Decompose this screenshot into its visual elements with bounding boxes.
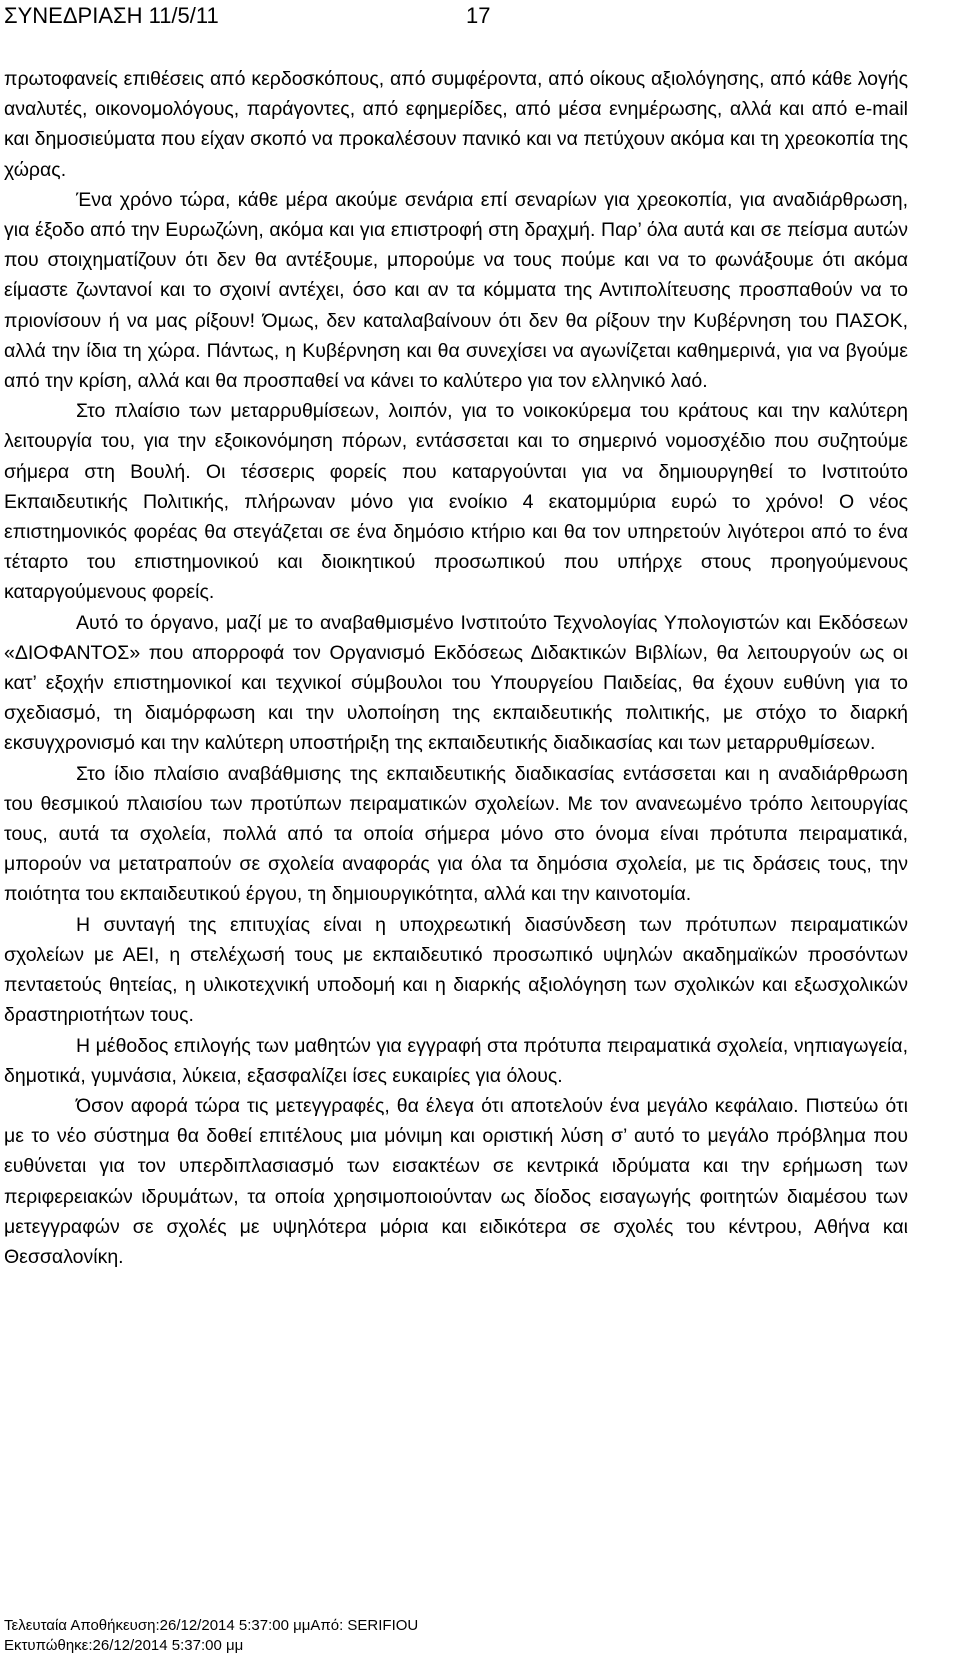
- paragraph: Στο πλαίσιο των μεταρρυθμίσεων, λοιπόν, για το νοικοκύρεμα του κράτους και την καλύτερη λειτουργία του, για την εξοικονόμηση πόρων, εντάσσεται και το σημερινό νομοσχέδιο που συζητούμε σήμερα στη Βουλή. Οι τέσσερις φορείς που καταργούνται για να δημιουργηθεί το Ινστιτούτο Εκπαιδευτικής Πολιτικής, πλήρωναν μόνο για ενοίκιο 4 εκατομμύρια ευρώ το χρόνο! Ο νέος επιστημονικός φορέας θα στεγάζεται σε ένα δημόσιο κτήριο και θα τον υπηρετούν λιγότεροι από το ένα τέταρτο του επιστημονικού και διοικητικού προσωπικού που υπήρχε στους προηγούμενους καταργούμενους φορείς.: [4, 400, 908, 604]
- session-title: ΣΥΝΕΔΡΙΑΣΗ 11/5/11: [4, 3, 219, 28]
- last-saved-info: Τελευταία Αποθήκευση:26/12/2014 5:37:00 μμΑπό: SERIFIOU: [4, 1617, 419, 1634]
- document-body: [4, 64, 908, 1272]
- paragraph: πρωτοφανείς επιθέσεις από κερδοσκόπους, από συμφέροντα, από οίκους αξιολόγησης, από κάθε λογής αναλυτές, οικονομολόγους, παράγοντες, από εφημερίδες, από μέσα ενημέρωσης, αλλά και από e-mail και δημοσιεύματα που είχαν σκοπό να προκαλέσουν πανικό και να πετύχουν ακόμα και τη χρεοκοπία της χώρας.: [4, 68, 908, 181]
- page-header: [4, 0, 904, 36]
- printed-info: Εκτυπώθηκε:26/12/2014 5:37:00 μμ: [4, 1637, 244, 1654]
- paragraph: Αυτό το όργανο, μαζί με το αναβαθμισμένο Ινστιτούτο Τεχνολογίας Υπολογιστών και Εκδόσεων «ΔΙΟΦΑΝΤΟΣ» που απορροφά τον Οργανισμό Εκδόσεως Διδακτικών Βιβλίων, θα λειτουργούν ως οι κατ’ εξοχήν επιστημονικοί και τεχνικοί σύμβουλοι του Υπουργείου Παιδείας, θα έχουν ευθύνη για το σχεδιασμό, τη διαμόρφωση και την υλοποίηση της εκπαιδευτικής πολιτικής, με στόχο το διαρκή εκσυγχρονισμό και την καλύτερη υποστήριξη της εκπαιδευτικής διαδικασίας και των μεταρρυθμίσεων.: [4, 611, 908, 755]
- paragraph: Ένα χρόνο τώρα, κάθε μέρα ακούμε σενάρια επί σεναρίων για χρεοκοπία, για αναδιάρθρωση, για έξοδο από την Ευρωζώνη, ακόμα και για επιστροφή στη δραχμή. Παρ’ όλα αυτά και σε πείσμα αυτών που στοιχηματίζουν ότι δεν θα αντέξουμε, μπορούμε να τους πούμε και να το φωνάξουμε ότι ακόμα είμαστε ζωντανοί και το σχοινί αντέχει, όσο και αν τα κόμματα της Αντιπολίτευσης προσπαθούν να το πριονίσουν ή να μας ρίξουν! Όμως, δεν καταλαβαίνουν ότι δεν θα ρίξουν την Κυβέρνηση του ΠΑΣΟΚ, αλλά την ίδια τη χώρα. Πάντως, η Κυβέρνηση και θα συνεχίσει να αγωνίζεται καθημερινά, για να βγούμε από την κρίση, αλλά και θα προσπαθεί να κάνει το καλύτερο για τον ελληνικό λαό.: [4, 188, 908, 393]
- paragraph: Η συνταγή της επιτυχίας είναι η υποχρεωτική διασύνδεση των πρότυπων πειραματικών σχολείων με ΑΕΙ, η στελέχωσή τους με εκπαιδευτικό προσωπικό υψηλών ακαδημαϊκών προσόντων πενταετούς θητείας, η υλικοτεχνική υποδομή και η διαρκής αξιολόγηση των σχολικών και εξωσχολικών δραστηριοτήτων τους.: [4, 913, 908, 1027]
- page-number: 17: [466, 3, 491, 28]
- paragraph: Στο ίδιο πλαίσιο αναβάθμισης της εκπαιδευτικής διαδικασίας εντάσσεται και η αναδιάρθρωση του θεσμικού πλαισίου των προτύπων πειραματικών σχολείων. Με τον ανανεωμένο τρόπο λειτουργίας τους, αυτά τα σχολεία, πολλά από τα οποία σήμερα μόνο στο όνομα είναι πρότυπα πειραματικά, μπορούν να μετατραπούν σε σχολεία αναφοράς για όλα τα δημόσια σχολεία, με τις δράσεις τους, την ποιότητα του εκπαιδευτικού έργου, τη δημιουργικότητα, αλλά και την καινοτομία.: [4, 762, 908, 906]
- paragraph: Όσον αφορά τώρα τις μετεγγραφές, θα έλεγα ότι αποτελούν ένα μεγάλο κεφάλαιο. Πιστεύω ότι με το νέο σύστημα θα δοθεί επιτέλους μια μόνιμη και οριστική λύση σ’ αυτό το μεγάλο πρόβλημα που ευθύνεται για τον υπερδιπλασιασμό των εισακτέων σε κεντρικά ιδρύματα και την ερήμωση των περιφερειακών ιδρυμάτων, τα οποία χρησιμοποιούνταν ως δίοδος εισαγωγής φοιτητών διαμέσου των μετεγγραφών σε σχολές με υψηλότερα μόρια και ειδικότερα σε σχολές του κέντρου, Αθήνα και Θεσσαλονίκη.: [4, 1094, 908, 1268]
- paragraph: Η μέθοδος επιλογής των μαθητών για εγγραφή στα πρότυπα πειραματικά σχολεία, νηπιαγωγεία, δημοτικά, γυμνάσια, λύκεια, εξασφαλίζει ίσες ευκαιρίες για όλους.: [4, 1034, 908, 1087]
- page-footer: [4, 1616, 418, 1656]
